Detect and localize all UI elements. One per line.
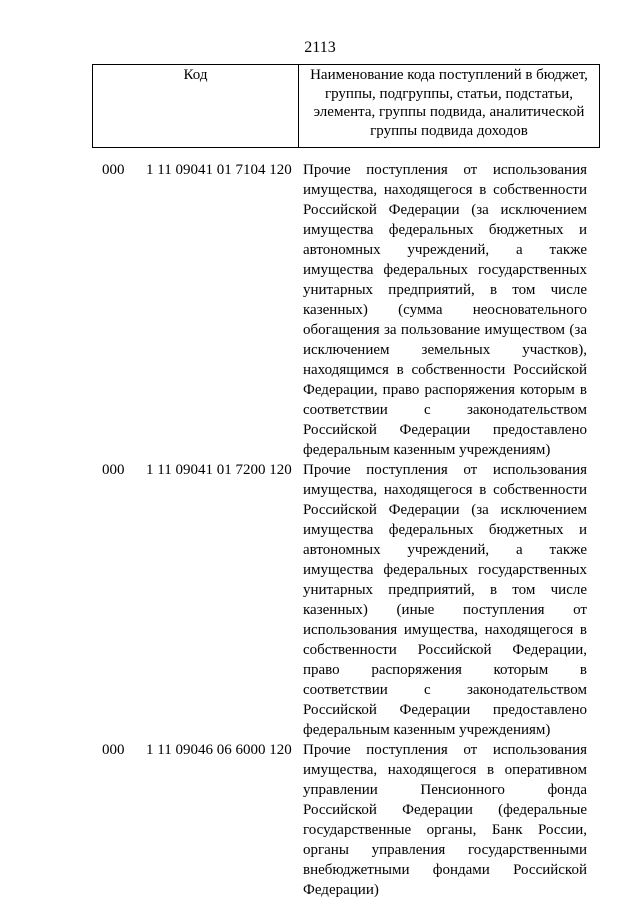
- admin-code: 000: [102, 462, 125, 478]
- table-row: [0, 740, 640, 900]
- revenue-code: 1 11 09046 06 6000 120: [146, 742, 292, 758]
- page-number: 2113: [304, 39, 336, 56]
- table-row: [0, 160, 640, 460]
- revenue-code: 1 11 09041 01 7200 120: [146, 462, 292, 478]
- header-code-label: Код: [93, 65, 299, 147]
- table-row: [0, 460, 640, 740]
- table-body: [0, 160, 640, 900]
- table-header: [92, 64, 600, 148]
- revenue-description: Прочие поступления от использования имущества, находящегося в оперативном управлении Пенсионного фонда Российской Федерации (федеральные государственные органы, Банк России, органы управления государственными внебюджетными фондами Российской Федерации): [303, 742, 587, 898]
- revenue-code: 1 11 09041 01 7104 120: [146, 162, 292, 178]
- admin-code: 000: [102, 742, 125, 758]
- admin-code: 000: [102, 162, 125, 178]
- header-name-label: Наименование кода поступлений в бюджет, группы, подгруппы, статьи, подстатьи, элемента, группы подвида, аналитической группы подвида доходов: [310, 67, 588, 139]
- revenue-description: Прочие поступления от использования имущества, находящегося в собственности Российской Федерации (за исключением имущества федеральных бюджетных и автономных учреждений, а также имущества федеральных государственных унитарных предприятий, в том числе казенных) (сумма неосновательного обогащения за пользование имуществом (за исключением земельных участков), находящимся в собственности Российской Федерации, право распоряжения которым в соответствии с законодательством Российской Федерации предоставлено федеральным казенным учреждениям): [303, 162, 587, 458]
- revenue-description: Прочие поступления от использования имущества, находящегося в собственности Российской Федерации (за исключением имущества федеральных бюджетных и автономных учреждений, а также имущества федеральных государственных унитарных предприятий, в том числе казенных) (иные поступления от использования имущества, находящегося в собственности Российской Федерации, право распоряжения которым в соответствии с законодательством Российской Федерации предоставлено федеральным казенным учреждениям): [303, 462, 587, 738]
